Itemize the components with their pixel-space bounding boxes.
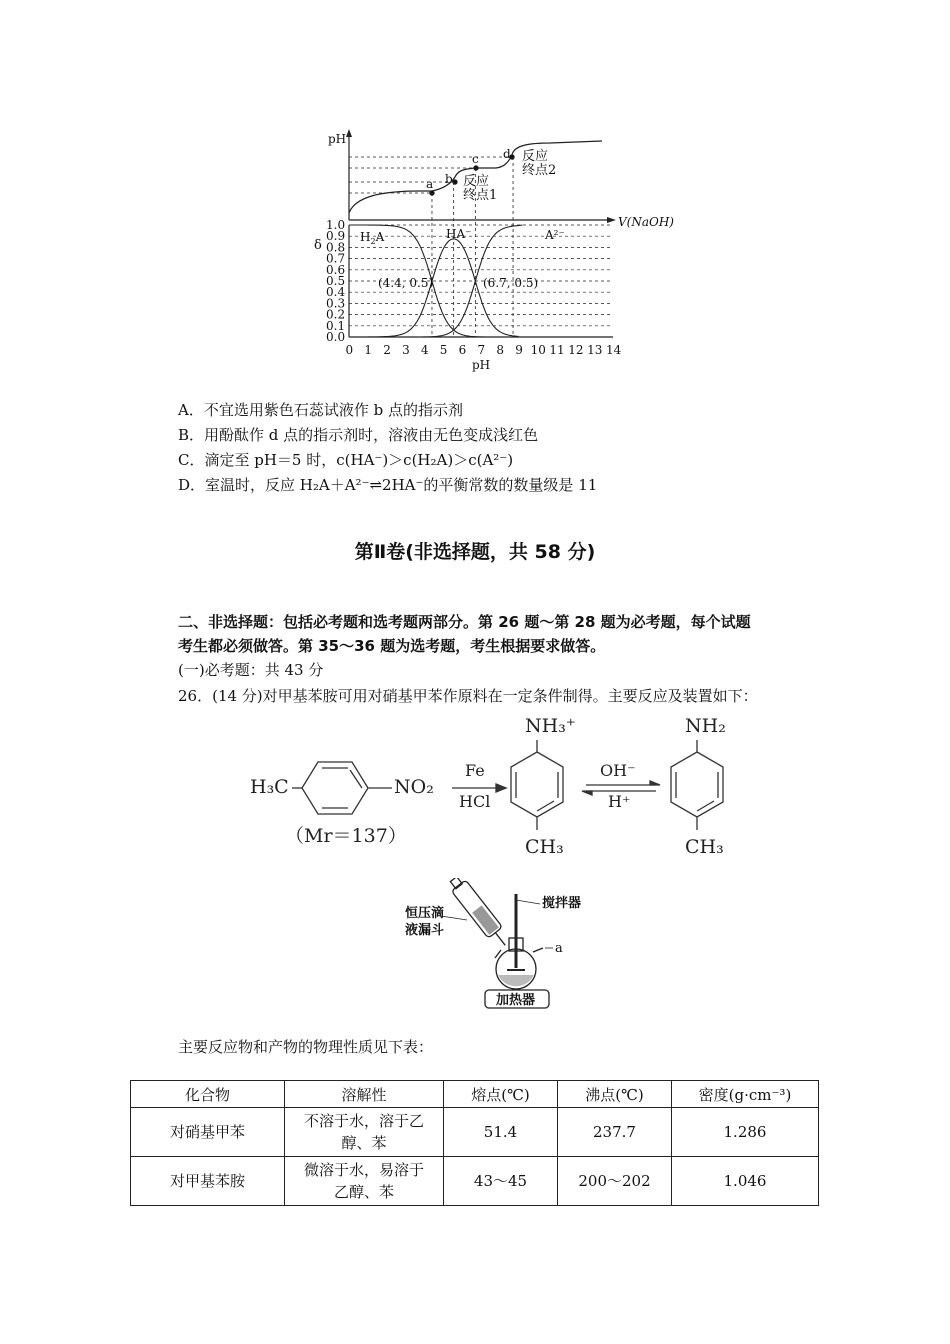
reaction-arrow-1-head (496, 784, 506, 792)
arrow1-top: Fe (465, 761, 485, 780)
bottom-y-label: δ (314, 238, 322, 253)
cell-bp: 200～202 (558, 1157, 672, 1206)
funnel-label-1: 恒压滴 (405, 906, 445, 921)
x-tick-label: 6 (458, 343, 467, 357)
funnel-label-2: 液漏斗 (405, 923, 445, 938)
benzene-ring-1 (302, 762, 368, 814)
table-header-row (131, 1081, 819, 1108)
option-a: A．不宜选用紫色石蕊试液作 b 点的指示剂 (178, 401, 463, 419)
intermediate-amine: NH₃⁺ (525, 715, 576, 737)
x-tick-label: 14 (606, 343, 622, 357)
endpoint2-line1: 反应 (522, 149, 549, 164)
x-tick-label: 2 (383, 343, 391, 357)
y-tick-label: 0.8 (326, 240, 346, 255)
benzene-ring-2 (511, 752, 563, 817)
x-tick-label: 8 (496, 343, 504, 357)
option-c: C．滴定至 pH＝5 时，c(HA⁻)＞c(H₂A)＞c(A²⁻) (178, 451, 514, 469)
cell-solubility (285, 1108, 444, 1157)
reactant-methyl: H₃C (250, 776, 289, 798)
y-tick-label: 0.2 (326, 307, 346, 322)
section-title: 第Ⅱ卷(非选择题，共 58 分) (354, 541, 596, 563)
required-note: (一)必考题：共 43 分 (178, 661, 324, 679)
x-tick-label: 12 (568, 343, 584, 357)
crossing1-label: (4.4, 0.5) (378, 276, 434, 290)
titration-figure (300, 125, 680, 375)
x-tick-label: 4 (420, 343, 429, 357)
y-tick-label: 0.4 (326, 285, 346, 300)
cell-compound: 对甲基苯胺 (131, 1157, 285, 1206)
cell-compound: 对硝基甲苯 (131, 1108, 285, 1157)
cell-bp: 237.7 (558, 1108, 672, 1157)
endpoint2-line2: 终点2 (522, 163, 557, 178)
solubility-line-1: 微溶于水，易溶于 (303, 1161, 424, 1179)
x-tick-label: 0 (345, 343, 354, 357)
top-y-label: pH (328, 132, 347, 146)
port-label: a (555, 941, 563, 956)
x-tick-label: 13 (587, 343, 603, 357)
cell-density: 1.046 (672, 1157, 819, 1206)
x-tick-label: 10 (530, 343, 546, 357)
ring3-double-3 (697, 801, 714, 811)
intro-line-1: 二、非选择题：包括必考题和选考题两部分。第 26 题～第 28 题为必考题，每个试题 (178, 613, 751, 631)
reactant-nitro: NO₂ (394, 776, 434, 798)
ring1-double-3 (350, 770, 362, 788)
bottom-x-label: pH (472, 358, 491, 372)
cell-solubility (285, 1157, 444, 1206)
funnel-liquid (472, 905, 499, 934)
option-d: D．室温时，反应 H₂A＋A²⁻⇌2HA⁻的平衡常数的数量级是 11 (178, 476, 598, 494)
point-c (474, 166, 478, 170)
arrow2-top: OH⁻ (600, 761, 636, 780)
point-a-label: a (426, 177, 434, 191)
arrow2-bottom: H⁺ (608, 792, 631, 811)
solubility-line-2: 醇、苯 (341, 1134, 387, 1152)
stirrer-leader (516, 900, 540, 904)
funnel-stem (495, 933, 505, 946)
x-tick-label: 1 (364, 343, 372, 357)
y-tick-label: 0.3 (326, 296, 346, 311)
x-tick-label: 7 (477, 343, 486, 357)
header-bp: 沸点(℃) (558, 1081, 672, 1108)
equilibrium-back-head (582, 791, 592, 795)
reaction-scheme (240, 710, 760, 860)
y-tick-label: 0.1 (326, 318, 346, 333)
crossing2-label: (6.7, 0.5) (483, 276, 539, 290)
ring2-double-3 (537, 801, 554, 811)
point-c-label: c (472, 152, 479, 166)
header-solubility: 溶解性 (285, 1081, 444, 1108)
endpoint1-line1: 反应 (463, 174, 490, 189)
y-tick-label: 0.5 (326, 274, 346, 288)
table-row (131, 1157, 819, 1206)
product-amine: NH₂ (685, 715, 726, 737)
point-d-label: d (503, 147, 511, 161)
cell-mp: 43～45 (444, 1157, 558, 1206)
option-b: B．用酚酞作 d 点的指示剂时，溶液由无色变成浅红色 (178, 426, 539, 444)
species-a-label: A²⁻ (545, 228, 565, 242)
y-tick-label: 1.0 (326, 218, 346, 232)
point-b-label: b (445, 172, 453, 186)
benzene-ring-3 (671, 752, 723, 817)
intro-line-2: 考生都必须做答。第 35～36 题为选考题，考生根据要求做答。 (178, 637, 606, 655)
funnel-leader (441, 916, 467, 920)
y-tick-label: 0.7 (326, 251, 346, 266)
cell-density: 1.286 (672, 1108, 819, 1157)
species-ha-label: HA⁻ (446, 227, 472, 241)
arrow1-bottom: HCl (459, 792, 491, 811)
header-mp: 熔点(℃) (444, 1081, 558, 1108)
equilibrium-forward-head (650, 781, 660, 785)
endpoint1-line2: 终点1 (463, 188, 498, 203)
apparatus-diagram (405, 878, 585, 1013)
header-density: 密度(g·cm⁻³) (672, 1081, 819, 1108)
x-tick-label: 9 (515, 343, 523, 357)
top-y-arrow (346, 129, 352, 137)
molar-mass-note: （Mr＝137） (285, 825, 407, 847)
question-26: 26．(14 分)对甲基苯胺可用对硝基甲苯作原料在一定条件制得。主要反应及装置如下： (178, 687, 758, 705)
stirrer-label: 搅拌器 (542, 896, 582, 911)
solubility-line-2: 乙醇、苯 (333, 1183, 394, 1201)
x-axis-top-label: V(NaOH) (618, 215, 674, 229)
solubility-line-1: 不溶于水，溶于乙 (303, 1112, 424, 1130)
y-tick-label: 0.6 (326, 262, 346, 277)
y-tick-label: 0.9 (326, 229, 346, 244)
table-intro: 主要反应物和产物的物理性质见下表： (178, 1038, 434, 1056)
heater-label: 加热器 (496, 993, 536, 1008)
intermediate-methyl: CH₃ (525, 836, 564, 858)
x-tick-label: 11 (549, 343, 565, 357)
cell-mp: 51.4 (444, 1108, 558, 1157)
x-axis-arrow (607, 217, 616, 223)
product-methyl: CH₃ (685, 836, 724, 858)
properties-table (130, 1080, 819, 1206)
side-port (533, 948, 543, 952)
table-row (131, 1108, 819, 1157)
header-compound: 化合物 (131, 1081, 285, 1108)
y-tick-label: 0.0 (326, 330, 346, 344)
x-tick-label: 3 (402, 343, 410, 357)
species-h2a: $H_2A$ (360, 230, 385, 246)
x-tick-label: 5 (439, 343, 448, 357)
